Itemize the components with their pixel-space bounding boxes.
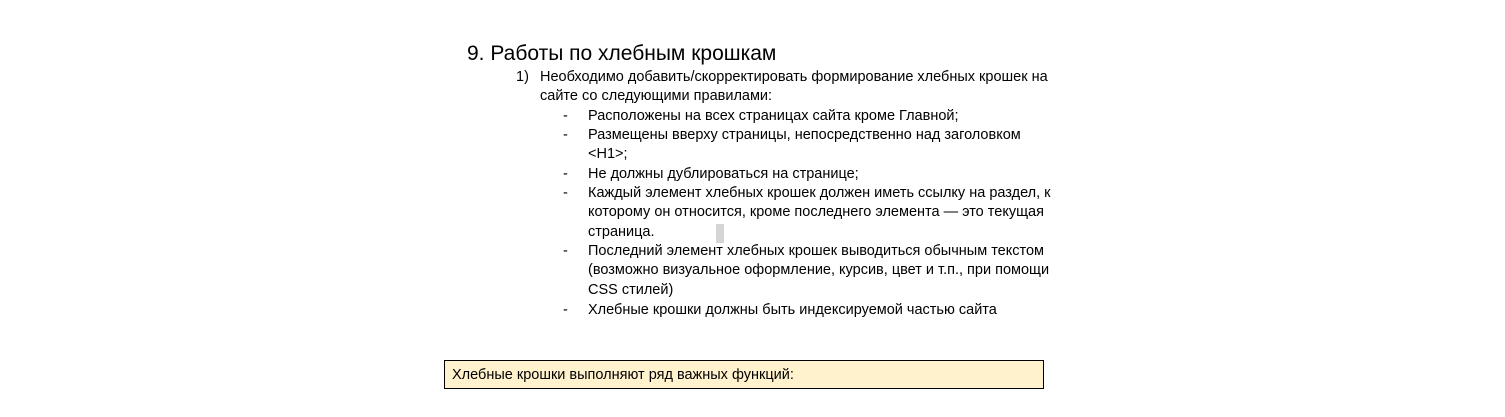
- list-number: 1): [516, 69, 529, 85]
- section-heading: 9. Работы по хлебным крошкам: [467, 42, 777, 65]
- list-intro-text: Необходимо добавить/скорректировать формирование хлебных крошек на сайте со следующими правилами:: [540, 69, 1048, 105]
- rule-dash: -: [563, 127, 568, 143]
- rule-item-4: Каждый элемент хлебных крошек должен иметь ссылку на раздел, к которому он относится, кроме последнего элемента — это текущая страница.: [588, 185, 1051, 240]
- rule-dash: -: [563, 302, 568, 318]
- rule-item-5: Последний элемент хлебных крошек выводиться обычным текстом (возможно визуальное оформление, курсив, цвет и т.п., при помощи CSS стилей): [588, 243, 1050, 298]
- rule-item-6: Хлебные крошки должны быть индексируемой частью сайта: [588, 302, 997, 318]
- rule-dash: -: [563, 108, 568, 124]
- rule-dash: -: [563, 166, 568, 182]
- note-text: Хлебные крошки выполняют ряд важных функций:: [452, 367, 794, 383]
- rule-dash: -: [563, 185, 568, 201]
- text-cursor-highlight: [716, 224, 724, 243]
- note-box: [444, 360, 1044, 389]
- rule-item-2: Размещены вверху страницы, непосредственно над заголовком <H1>;: [588, 127, 1021, 163]
- rule-item-3: Не должны дублироваться на странице;: [588, 166, 859, 182]
- rule-dash: -: [563, 243, 568, 259]
- rule-item-1: Расположены на всех страницах сайта кроме Главной;: [588, 108, 959, 124]
